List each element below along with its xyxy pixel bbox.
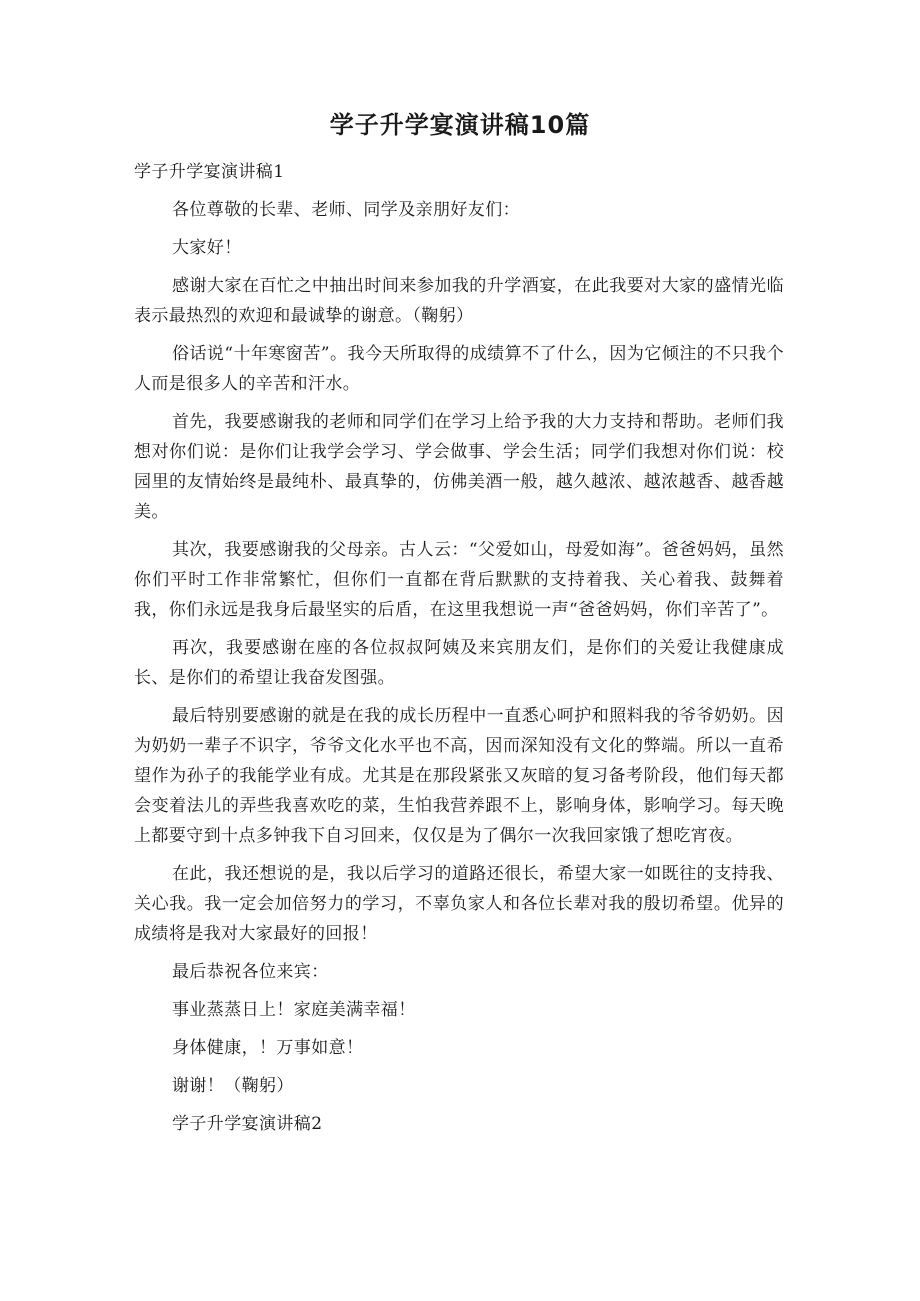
- document-body: [134, 157, 784, 1147]
- paragraph-closing: 谢谢！（鞠躬）: [172, 1076, 294, 1096]
- paragraph-greeting: 各位尊敬的长辈、老师、同学及亲朋好友们：: [172, 200, 520, 220]
- section-heading-2: 学子升学宴演讲稿2: [172, 1114, 323, 1134]
- paragraph-wish-health: 身体健康，！万事如意！: [172, 1038, 364, 1058]
- paragraph-saying: 俗话说“十年寒窗苦”。我今天所取得的成绩算不了什么，因为它倾注的不只我个人而是很多人的辛苦和汗水。: [134, 344, 784, 394]
- paragraph-wish-career: 事业蒸蒸日上！家庭美满幸福！: [172, 1000, 416, 1020]
- paragraph-thanks: 感谢大家在百忙之中抽出时间来参加我的升学酒宴，在此我要对大家的盛情光临表示最热烈的欢迎和最诚挚的谢意。（鞠躬）: [134, 276, 784, 326]
- paragraph-future: 在此，我还想说的是，我以后学习的道路还很长，希望大家一如既往的支持我、关心我。我一定会加倍努力的学习，不辜负家人和各位长辈对我的殷切希望。优异的成绩将是我对大家最好的回报！: [134, 864, 784, 944]
- paragraph-parents: 其次，我要感谢我的父母亲。古人云：“父爱如山，母爱如海”。爸爸妈妈，虽然你们平时工作非常繁忙，但你们一直都在背后默默的支持着我、关心着我、鼓舞着我，你们永远是我身后最坚实的后盾，在这里我想说一声“爸爸妈妈，你们辛苦了”。: [134, 540, 784, 620]
- section-heading: 学子升学宴演讲稿1: [134, 162, 285, 182]
- document-title: 学子升学宴演讲稿10篇: [329, 111, 591, 139]
- paragraph-teachers: 首先，我要感谢我的老师和同学们在学习上给予我的大力支持和帮助。老师们我想对你们说：是你们让我学会学习、学会做事、学会生活；同学们我想对你们说：校园里的友情始终是最纯朴、最真挚的，仿佛美酒一般，越久越浓、越浓越香、越香越美。: [134, 412, 784, 522]
- paragraph-grandparents: 最后特别要感谢的就是在我的成长历程中一直悉心呵护和照料我的爷爷奶奶。因为奶奶一辈子不识字，爷爷文化水平也不高，因而深知没有文化的弊端。所以一直希望作为孙子的我能学业有成。尤其是在那段紧张又灰暗的复习备考阶段，他们每天都会变着法儿的弄些我喜欢吃的菜，生怕我营养跟不上，影响身体，影响学习。每天晚上都要守到十点多钟我下自习回来，仅仅是为了偶尔一次我回家饿了想吃宵夜。: [134, 706, 784, 846]
- paragraph-hello: 大家好！: [172, 238, 242, 258]
- paragraph-guests: 再次，我要感谢在座的各位叔叔阿姨及来宾朋友们，是你们的关爱让我健康成长、是你们的希望让我奋发图强。: [134, 638, 784, 688]
- paragraph-wishes-intro: 最后恭祝各位来宾：: [172, 962, 329, 982]
